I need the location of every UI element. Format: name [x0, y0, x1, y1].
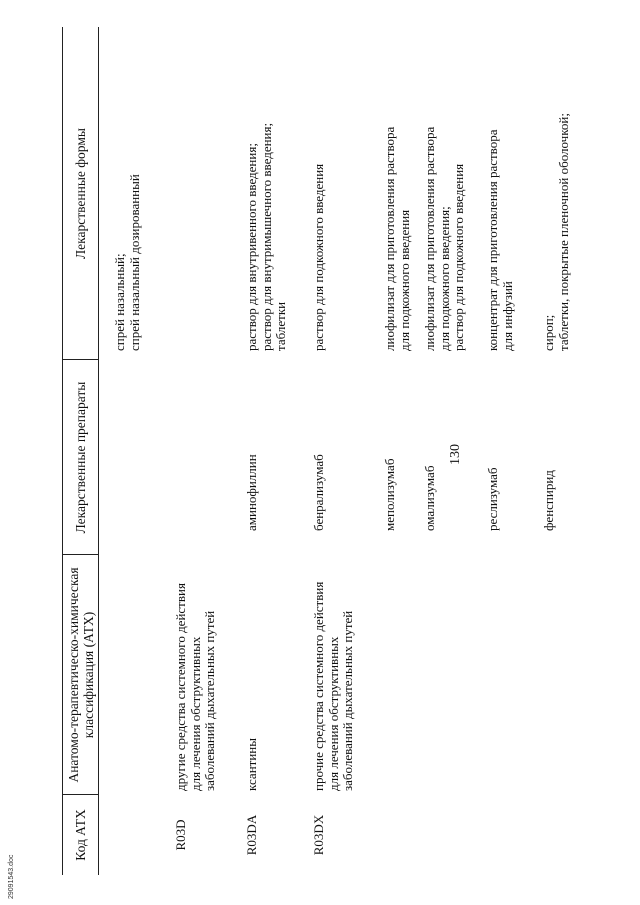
drug-cell: омализумаб	[422, 465, 437, 531]
forms-cell: раствор для подкожного введения	[311, 163, 326, 351]
drug-cell: реслизумаб	[485, 467, 500, 531]
code-cell: R03DA	[244, 814, 259, 856]
forms-cell: раствор для внутривенного введения; раствор для внутримышечного введения; таблетки	[244, 122, 288, 351]
doc-filename: 29091543.doc	[8, 854, 15, 899]
header-atc: Анатомо-терапевтическо-химическая классификация (АТХ)	[66, 567, 96, 783]
forms-cell: лиофилизат для приготовления раствора для подкожного введения	[382, 126, 412, 351]
code-cell: R03D	[173, 819, 188, 851]
forms-cell: концентрат для приготовления раствора для инфузий	[485, 129, 515, 351]
code-cell: R03DX	[311, 814, 326, 856]
table-top-border	[62, 27, 63, 875]
drug-cell: фенспирид	[541, 470, 556, 531]
forms-cell: сироп; таблетки, покрытые пленочной оболочкой;	[541, 113, 571, 351]
drug-cell: бенрализумаб	[311, 454, 326, 531]
header-code: Код АТХ	[73, 809, 88, 861]
page-number: 130	[448, 444, 463, 465]
forms-cell: лиофилизат для приготовления раствора для подкожного введения; раствор для подкожного введения	[422, 126, 466, 351]
header-bottom-border	[98, 27, 99, 875]
atc-cell: другие средства системного действия для лечения обструктивных заболеваний дыхательных путей	[173, 583, 217, 791]
drug-cell: аминофиллин	[244, 454, 259, 531]
header-forms: Лекарственные формы	[73, 128, 88, 259]
atc-cell: ксантины	[244, 738, 259, 791]
forms-cell: спрей назальный; спрей назальный дозированный	[112, 174, 142, 351]
drug-cell: меполизумаб	[382, 458, 397, 531]
header-drugs: Лекарственные препараты	[73, 381, 88, 534]
atc-cell: прочие средства системного действия для лечения обструктивных заболеваний дыхательных путей	[311, 581, 355, 791]
